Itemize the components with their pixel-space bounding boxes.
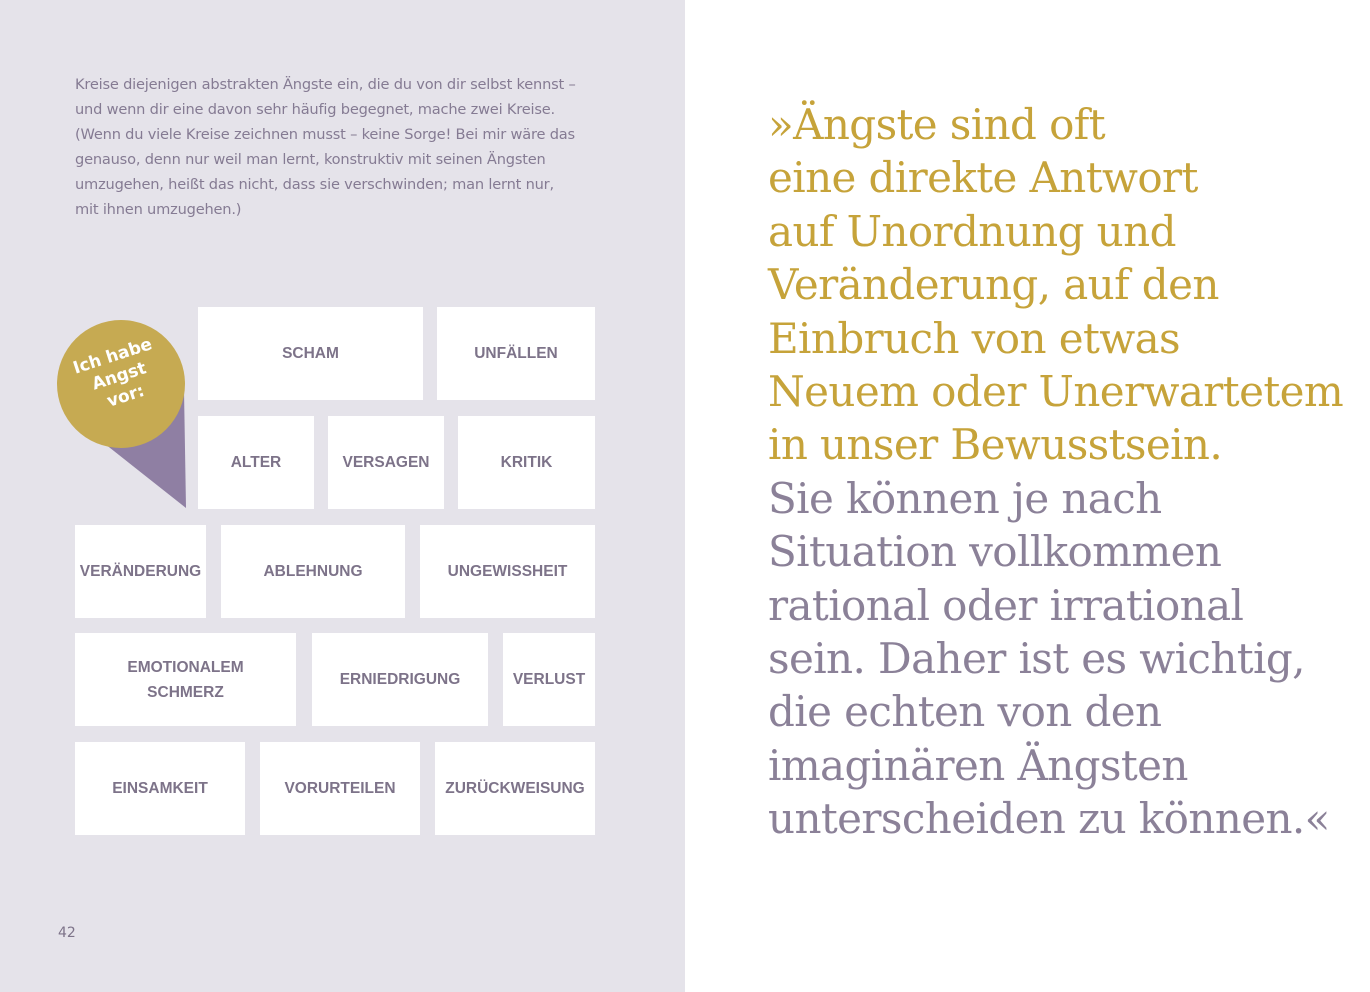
quote-line: auf Unordnung und — [768, 206, 1176, 256]
badge-label: Ich habe Angst vor: — [70, 334, 155, 412]
fear-box-zurueckweisung[interactable] — [435, 742, 595, 835]
fear-box-ungewissheit[interactable] — [420, 525, 595, 618]
quote-line: Einbruch von etwas — [768, 313, 1180, 363]
fear-label: VERSAGEN — [342, 454, 430, 471]
quote-line: Sie können je nach — [768, 473, 1162, 523]
fear-label: ERNIEDRIGUNG — [339, 671, 461, 688]
fear-box-scham[interactable] — [198, 307, 423, 400]
fear-label: SCHAM — [282, 345, 339, 362]
quote-line: Veränderung, auf den — [768, 260, 1219, 310]
fear-label: UNFÄLLEN — [474, 345, 558, 362]
quote-line: Situation vollkommen — [768, 527, 1222, 577]
fear-box-emotionalem-schmerz[interactable] — [75, 633, 296, 726]
fear-box-vorurteilen[interactable] — [260, 742, 420, 835]
fear-box-unfaellen[interactable] — [437, 307, 595, 400]
fear-box-verlust[interactable] — [503, 633, 595, 726]
quote-line: sein. Daher ist es wichtig, — [768, 634, 1305, 684]
pull-quote — [768, 98, 1348, 846]
quote-line: eine direkte Antwort — [768, 153, 1198, 203]
fear-label: VERLUST — [512, 671, 586, 688]
fear-label: ZURÜCKWEISUNG — [445, 780, 585, 797]
fear-label: VERÄNDERUNG — [79, 563, 202, 580]
fear-box-ablehnung[interactable] — [221, 525, 405, 618]
fear-label: ABLEHNUNG — [263, 563, 363, 580]
quote-line: unterscheiden zu können.« — [768, 794, 1330, 844]
quote-line: rational oder irrational — [768, 580, 1244, 630]
fear-label: EMOTIONALEM SCHMERZ — [127, 658, 244, 701]
fear-box-alter[interactable] — [198, 416, 314, 509]
quote-line: Neuem oder Unerwartetem — [768, 367, 1344, 417]
quote-line: die echten von den — [768, 687, 1162, 737]
fear-box-erniedrigung[interactable] — [312, 633, 488, 726]
quote-line: in unser Bewusstsein. — [768, 420, 1223, 470]
page-number: 42 — [58, 925, 76, 941]
fear-label: EINSAMKEIT — [112, 780, 208, 797]
fear-box-einsamkeit[interactable] — [75, 742, 245, 835]
fear-label: ALTER — [230, 454, 282, 471]
fear-label: VORURTEILEN — [284, 780, 396, 797]
fear-label: KRITIK — [500, 454, 553, 471]
quote-line: imaginären Ängsten — [768, 740, 1188, 790]
fear-box-versagen[interactable] — [328, 416, 444, 509]
quote-line: »Ängste sind oft — [768, 100, 1105, 149]
fear-box-veraenderung[interactable] — [75, 525, 206, 618]
fear-box-kritik[interactable] — [458, 416, 595, 509]
instructions-text: Kreise diejenigen abstrakten Ängste ein, die du von dir selbst kennst – und wenn dir eine davon sehr häufig begegnet, mache zwei Kreise. (Wenn du viele Kreise zeichnen musst – keine Sorge! Bei mir wäre das genauso, denn nur weil man lernt, konstruktiv mit seinen Ängsten umzugehen, heißt das nicht, dass sie verschwinden; man lernt nur, mit ihnen umzugehen.) — [75, 76, 576, 218]
fear-label: UNGEWISSHEIT — [447, 563, 568, 580]
